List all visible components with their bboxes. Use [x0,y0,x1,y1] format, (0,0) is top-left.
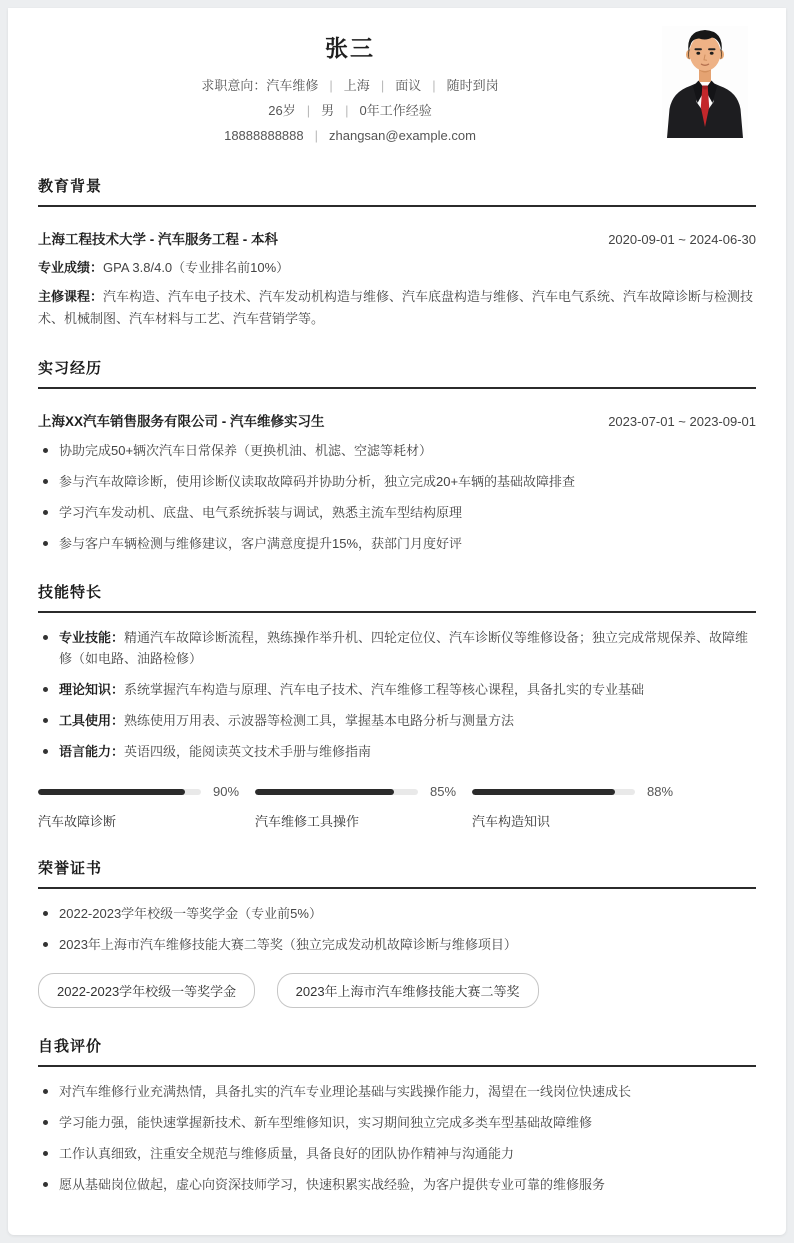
list-item: 学习汽车发动机、底盘、电气系统拆装与调试，熟悉主流车型结构原理 [38,502,756,523]
honor-tag: 2023年上海市汽车维修技能大赛二等奖 [277,973,539,1008]
section-internship [38,357,756,554]
gpa-line [38,256,756,280]
section-title-skills: 技能特长 [38,581,756,613]
skill-label: 语言能力： [59,744,125,759]
separator: | [306,103,311,118]
skill-bar-track [38,789,201,795]
skills-bullet-list [38,627,756,762]
list-item: 参与客户车辆检测与维修建议，客户满意度提升15%，获部门月度好评 [38,533,756,554]
profile-photo [662,26,748,138]
intent-salary: 面议 [395,78,422,93]
intent-city: 上海 [343,78,370,93]
skill-bar-fill [255,789,394,795]
header-text-block [38,22,662,148]
section-title-self-evaluation: 自我评价 [38,1035,756,1067]
separator: | [329,78,333,93]
skill-percent: 85% [430,784,457,799]
skill-bar-fill [472,789,615,795]
contact-line [38,123,662,148]
job-intent-line [38,73,662,98]
courses-text: 汽车构造、汽车电子技术、汽车发动机构造与维修、汽车底盘构造与维修、汽车电气系统、汽车故障诊断与检测技术、机械制图、汽车材料与工艺、汽车营销学等。 [38,289,754,326]
email-address: zhangsan@example.com [329,128,476,143]
experience-years: 0年工作经验 [359,103,432,118]
list-item [38,679,756,700]
list-item: 参与汽车故障诊断，使用诊断仪读取故障码并协助分析，独立完成20+车辆的基础故障排查 [38,471,756,492]
list-item [38,627,756,669]
skill-bar-label: 汽车故障诊断 [38,814,117,829]
skill-label: 工具使用： [59,713,125,728]
skill-label: 专业技能： [59,630,125,645]
list-item: 2022-2023学年校级一等奖学金（专业前5%） [38,903,756,924]
skill-bar-label: 汽车构造知识 [472,814,551,829]
section-honors [38,857,756,1008]
skill-label: 理论知识： [59,682,125,697]
phone-number: 18888888888 [224,128,304,143]
courses-line [38,286,756,330]
internship-entry [38,410,756,430]
section-title-education: 教育背景 [38,175,756,207]
skill-bar-track [472,789,635,795]
gpa-value: GPA 3.8/4.0（专业排名前10%） [103,260,290,275]
resume-page [8,8,786,1235]
skill-bar [38,784,243,830]
education-date-range: 2020-09-01 ~ 2024-06-30 [608,232,756,247]
honor-tags [38,973,756,1008]
internship-bullet-list [38,440,756,554]
skill-text: 系统掌握汽车构造与原理、汽车电子技术、汽车维修工程等核心课程，具备扎实的专业基础 [124,682,645,697]
list-item: 对汽车维修行业充满热情，具备扎实的汽车专业理论基础与实践操作能力，渴望在一线岗位快速成长 [38,1081,756,1102]
skill-text: 熟练使用万用表、示波器等检测工具，掌握基本电路分析与测量方法 [124,713,515,728]
company-role: 上海XX汽车销售服务有限公司 - 汽车维修实习生 [38,414,325,429]
skill-bars [38,784,756,830]
skill-bar-fill [38,789,185,795]
gpa-label: 专业成绩： [38,260,104,275]
self-evaluation-bullet-list [38,1081,756,1195]
education-entry [38,228,756,248]
skill-bar-label: 汽车维修工具操作 [255,814,360,829]
resume-header [38,18,756,148]
intent-position: 汽车维修 [266,78,319,93]
intent-availability: 随时到岗 [446,78,499,93]
separator: | [380,78,385,93]
list-item [38,710,756,731]
skill-bar-track [255,789,418,795]
section-education [38,175,756,330]
list-item [38,741,756,762]
list-item: 学习能力强，能快速掌握新技术、新车型维修知识，实习期间独立完成多类车型基础故障维修 [38,1112,756,1133]
courses-label: 主修课程： [38,289,104,304]
school-degree: 上海工程技术大学 - 汽车服务工程 - 本科 [38,232,278,247]
section-title-honors: 荣誉证书 [38,857,756,889]
section-self-evaluation [38,1035,756,1195]
separator: | [345,103,349,118]
gender: 男 [321,103,335,118]
skill-bar [472,784,677,830]
separator: | [432,78,436,93]
honor-tag: 2022-2023学年校级一等奖学金 [38,973,255,1008]
personal-info-line [38,98,662,123]
skill-text: 英语四级，能阅读英文技术手册与维修指南 [124,744,372,759]
list-item: 协助完成50+辆次汽车日常保养（更换机油、机滤、空滤等耗材） [38,440,756,461]
skill-percent: 90% [213,784,240,799]
honors-bullet-list [38,903,756,955]
separator: | [314,128,319,143]
profile-photo-illustration [662,26,748,138]
list-item: 愿从基础岗位做起，虚心向资深技师学习，快速积累实战经验，为客户提供专业可靠的维修服务 [38,1174,756,1195]
skill-bar [255,784,460,830]
list-item: 2023年上海市汽车维修技能大赛二等奖（独立完成发动机故障诊断与维修项目） [38,934,756,955]
skill-percent: 88% [647,784,674,799]
section-title-internship: 实习经历 [38,357,756,389]
skill-text: 精通汽车故障诊断流程，熟练操作举升机、四轮定位仪、汽车诊断仪等维修设备；独立完成常规保养、故障维修（如电路、油路检修） [59,630,749,666]
candidate-name: 张三 [325,35,375,61]
list-item: 工作认真细致，注重安全规范与维修质量，具备良好的团队协作精神与沟通能力 [38,1143,756,1164]
job-intent-label: 求职意向： [201,78,267,93]
internship-date-range: 2023-07-01 ~ 2023-09-01 [608,414,756,429]
section-skills [38,581,756,830]
age: 26岁 [268,103,296,118]
